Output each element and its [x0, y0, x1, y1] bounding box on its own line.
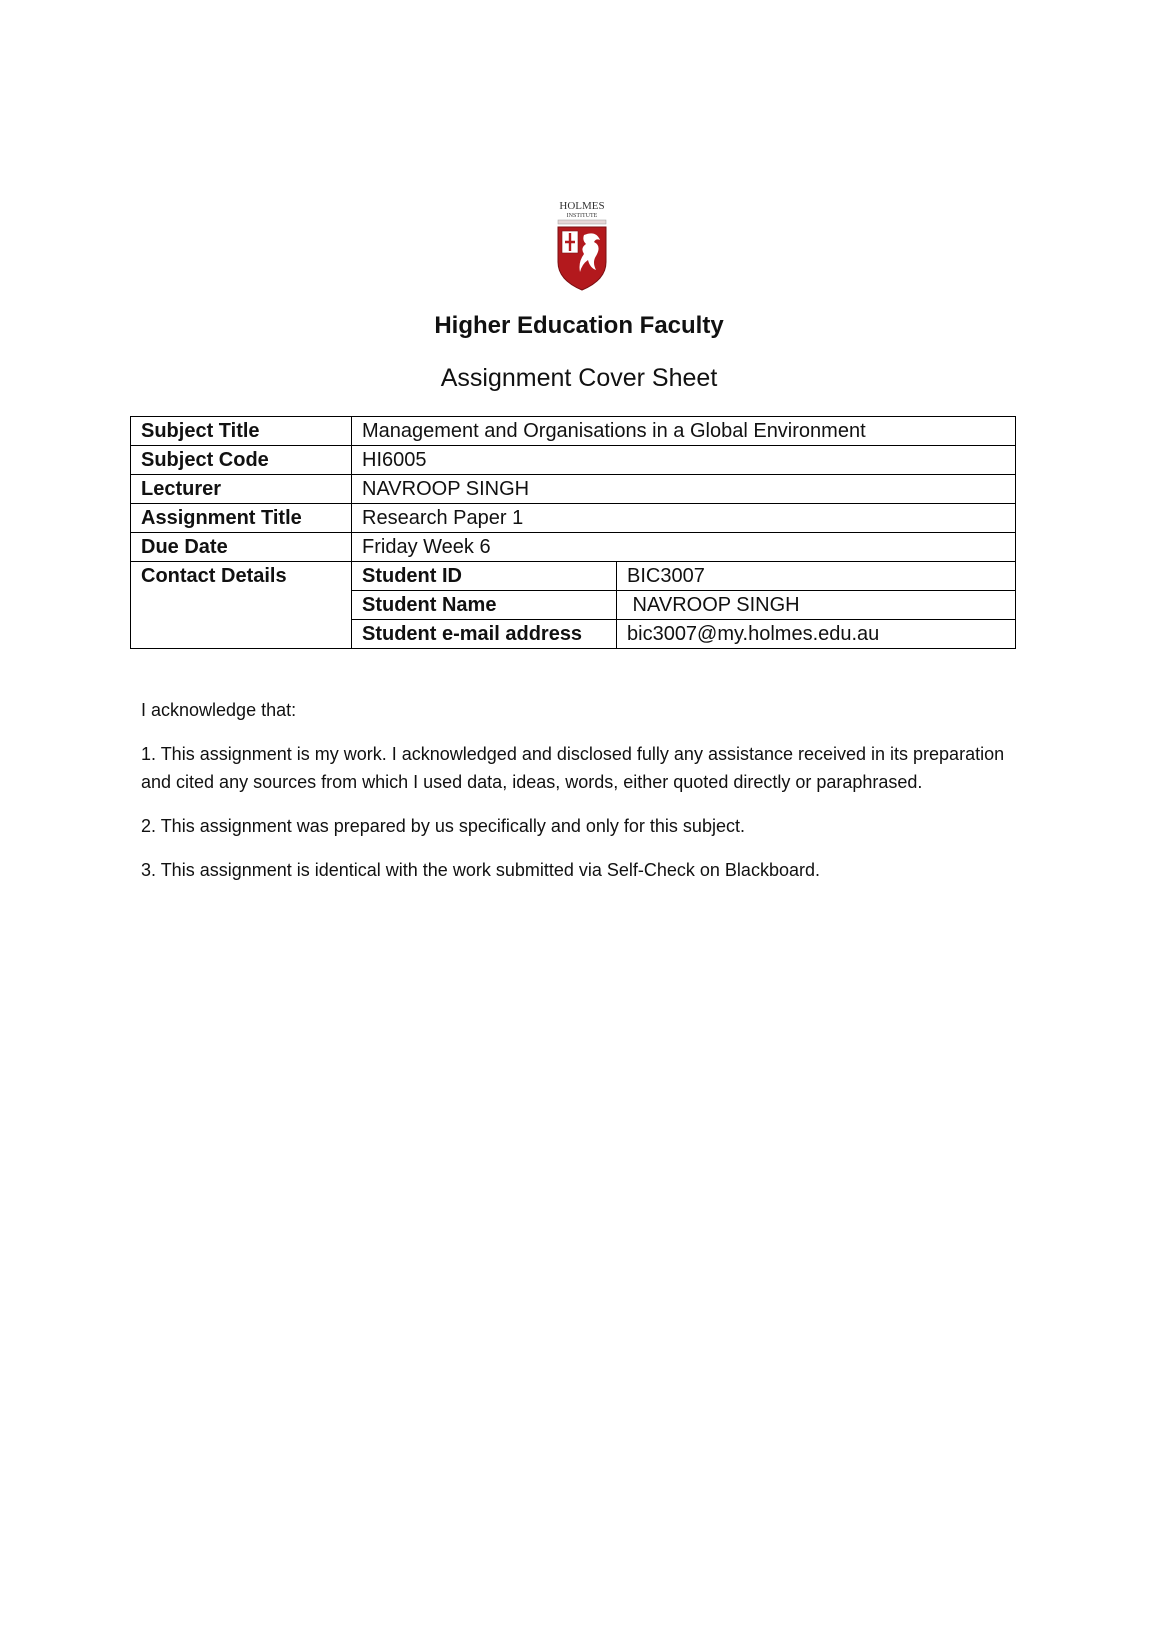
table-row	[131, 475, 1016, 504]
student-email-value: bic3007@my.holmes.edu.au	[617, 620, 1016, 649]
logo-subtitle: INSTITUTE	[566, 213, 598, 219]
student-id-label: Student ID	[352, 562, 617, 591]
logo-wordmark: HOLMES	[559, 200, 605, 212]
assignment-title-label: Assignment Title	[131, 504, 352, 533]
student-name-value: NAVROOP SINGH	[617, 591, 1016, 620]
cover-sheet-title: Assignment Cover Sheet	[440, 364, 718, 392]
logo-banner	[558, 220, 606, 224]
subject-code-value: HI6005	[352, 446, 1016, 475]
table-row	[131, 562, 1016, 591]
student-name-label: Student Name	[352, 591, 617, 620]
acknowledgement-item: 1. This assignment is my work. I acknowledged and disclosed fully any assistance received in its preparation and cited any sources from which I used data, ideas, words, either quoted directly or paraphrased.	[141, 744, 1005, 792]
holmes-institute-logo	[552, 200, 612, 296]
faculty-heading: Higher Education Faculty	[434, 312, 724, 339]
acknowledgement-intro: I acknowledge that:	[141, 700, 297, 720]
cover-details-table	[130, 416, 1016, 649]
table-row	[131, 446, 1016, 475]
table-row	[131, 417, 1016, 446]
lecturer-value: NAVROOP SINGH	[352, 475, 1016, 504]
table-row	[131, 533, 1016, 562]
student-email-label: Student e-mail address	[352, 620, 617, 649]
table-row	[131, 504, 1016, 533]
subject-title-value: Management and Organisations in a Global Environment	[352, 417, 1016, 446]
subject-code-label: Subject Code	[131, 446, 352, 475]
due-date-label: Due Date	[131, 533, 352, 562]
acknowledgement-item: 3. This assignment is identical with the work submitted via Self-Check on Blackboard.	[141, 860, 820, 880]
assignment-title-value: Research Paper 1	[352, 504, 1016, 533]
acknowledgement-section	[141, 696, 1011, 900]
acknowledgement-item: 2. This assignment was prepared by us specifically and only for this subject.	[141, 816, 745, 836]
lecturer-label: Lecturer	[131, 475, 352, 504]
student-id-value: BIC3007	[617, 562, 1016, 591]
contact-details-label: Contact Details	[131, 562, 352, 649]
due-date-value: Friday Week 6	[352, 533, 1016, 562]
subject-title-label: Subject Title	[131, 417, 352, 446]
